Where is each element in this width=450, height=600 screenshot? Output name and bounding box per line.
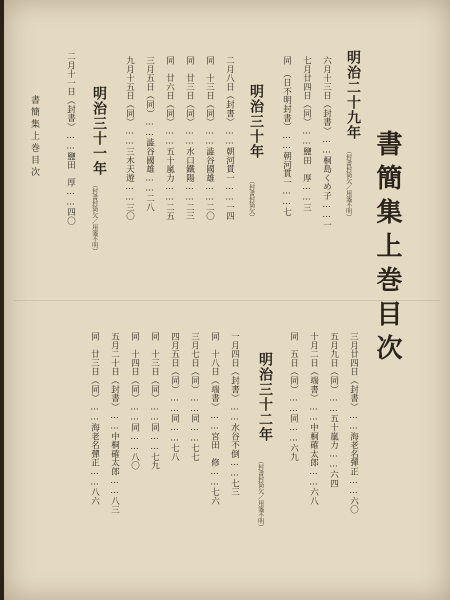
toc-entry: 十月二日（端書）……中桐確太郎……六八: [308, 332, 319, 506]
toc-entry: 同 （日不明封書）……朝河貫一……七: [281, 56, 292, 217]
section-heading-meiji-30: 明治三十年: [248, 84, 264, 159]
toc-entry: 一月四日（封書）……水谷不倒……七三: [229, 332, 240, 497]
section-heading-meiji-31: 明治三十一年: [91, 86, 107, 176]
toc-entry: 六月十三日（封書）……桐島くめ子……一: [321, 56, 332, 230]
toc-entry: 二月十一日（封書）……鹽田 厚……四〇: [65, 52, 76, 226]
toc-entry: 同 十三日（同）……同……七九: [149, 332, 160, 470]
page-title: 書簡集上巻目次: [372, 130, 402, 368]
toc-entry: 同 五日（同）……同……六九: [288, 332, 299, 462]
section-heading-meiji-32: 明治三十二年: [257, 352, 273, 442]
toc-entry: 三月七日（同）……同……七七: [189, 332, 200, 462]
toc-entry: 五月二十日（封書）……中桐確太郎……八三: [109, 332, 120, 514]
section-heading-meiji-29: 明治二十九年: [345, 50, 361, 140]
section-note-meiji-32: （封書封筒欠／用箋不明）: [256, 458, 264, 530]
toc-entry: 四月五日（同）……同……七八: [169, 332, 180, 462]
section-note-meiji-30: （封書封筒欠）: [247, 178, 255, 220]
toc-entry: 三月五日（同）……澁谷國雄……二八: [144, 56, 155, 212]
page-label: 書簡集上巻目次: [29, 95, 39, 179]
toc-entry: 同 廿三日（同）……水口鐵陽……二三: [184, 56, 195, 221]
toc-entry: 同 十三日（同）……澁谷國雄……二〇: [204, 56, 215, 221]
toc-entry: 同 廿六日（同）……五十嵐力……二五: [164, 56, 175, 221]
toc-entry: 同 十四日（同）……同……八〇: [129, 332, 140, 470]
toc-entry: 三月廿四日（封書）……海老名彈正……六〇: [348, 332, 359, 514]
toc-entry: 同 廿三日（同）……海老名彈正……八六: [89, 332, 100, 506]
section-note-meiji-29: （封書封筒欠／用箋不明）: [344, 148, 352, 220]
page-divider: [14, 300, 440, 301]
section-note-meiji-31: （封書封筒欠／用箋不明）: [90, 182, 98, 254]
toc-entry: 同 十八日（端書）……宮田 修……七六: [209, 332, 220, 506]
toc-entry: 七月廿四日（同）……鹽田 厚……三: [301, 56, 312, 212]
toc-entry: 五月九日（同）……五十嵐力……六四: [328, 332, 339, 488]
book-page: [4, 0, 450, 600]
toc-entry: 九月十五日（同）……三木天遊……三〇: [124, 56, 135, 221]
toc-entry: 二月八日（封書）……朝河貫一……一四: [224, 56, 235, 221]
